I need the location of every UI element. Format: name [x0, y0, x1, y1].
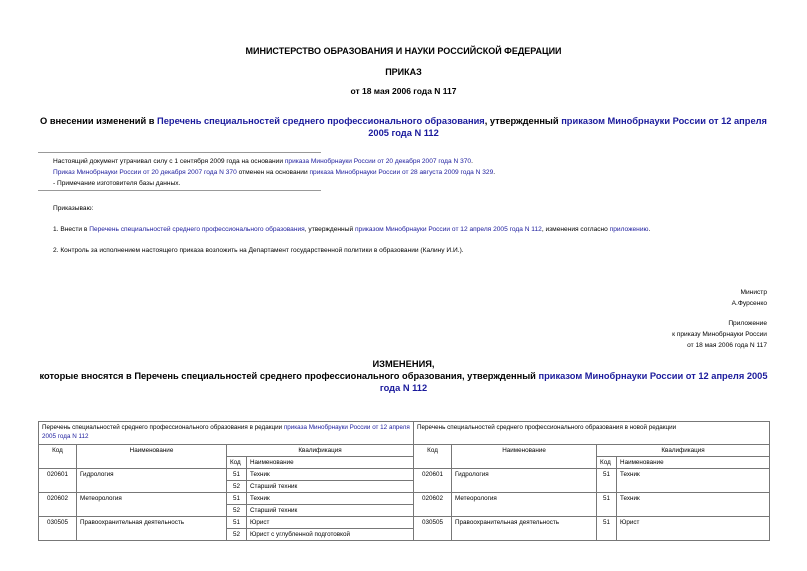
- new-qual-name: Юрист: [617, 517, 770, 541]
- page-title: [40, 115, 767, 139]
- paragraph-1: [53, 226, 763, 233]
- new-row-code: 020602: [414, 493, 452, 517]
- col-name-new: Наименование: [452, 445, 597, 469]
- new-row-name: Метеорология: [452, 493, 597, 517]
- row-name: Метеорология: [77, 493, 227, 517]
- new-qual-code: 51: [597, 517, 617, 541]
- changes-table: [38, 421, 770, 541]
- table-row: [39, 493, 770, 505]
- changes-link-order[interactable]: приказом Минобрнауки России от 12 апреля 2005 года N 112: [379, 371, 768, 393]
- qual-code: 51: [227, 493, 247, 505]
- sub-code-new: Код: [597, 457, 617, 469]
- qual-code: 52: [227, 481, 247, 493]
- qual-name: Старший техник: [247, 481, 414, 493]
- p1-text: 1. Внести в: [53, 226, 90, 233]
- row-name: Правоохранительная деятельность: [77, 517, 227, 541]
- changes-subheading: [30, 370, 777, 394]
- annex-line-1: Приложение: [728, 320, 767, 327]
- paragraph-2: 2. Контроль за исполнением настоящего приказа возложить на Департамент государственной политики в образовании (Калину И.И.).: [53, 247, 464, 254]
- note-text: Настоящий документ утрачивал силу с 1 сентября 2009 года на основании: [53, 158, 285, 165]
- qual-name: Техник: [247, 469, 414, 481]
- left-header-link[interactable]: приказа Минобрнауки России от 12 апреля 2005 года N 112: [42, 424, 410, 440]
- col-code-new: Код: [414, 445, 452, 469]
- p1-link-list[interactable]: Перечень специальностей среднего профессионального образования: [89, 226, 305, 233]
- left-header-text: Перечень специальностей среднего профессионального образования в редакции: [42, 424, 284, 431]
- qual-code: 52: [227, 529, 247, 541]
- qual-code: 51: [227, 517, 247, 529]
- note-line-3: - Примечание изготовителя базы данных.: [53, 180, 181, 187]
- title-pre: О внесении изменений в: [40, 116, 158, 126]
- left-header-cell: [39, 422, 414, 445]
- p1-link-order[interactable]: приказом Минобрнауки России от 12 апреля 2005 года N 112: [354, 226, 542, 233]
- new-qual-code: 51: [597, 493, 617, 517]
- changes-heading: ИЗМЕНЕНИЯ,: [372, 359, 435, 369]
- note-link-370[interactable]: приказа Минобрнауки России от 20 декабря 2007 года N 370: [284, 158, 472, 165]
- note-line-1: [53, 156, 753, 167]
- table-row: [39, 469, 770, 481]
- signature-position: Министр: [740, 289, 767, 296]
- sub-code: Код: [227, 457, 247, 469]
- p1-text: .: [648, 226, 651, 233]
- note-text: .: [471, 158, 473, 165]
- table-row: [39, 517, 770, 529]
- right-header-cell: Перечень специальностей среднего профессионального образования в новой редакции: [414, 422, 770, 445]
- new-row-name: Правоохранительная деятельность: [452, 517, 597, 541]
- qual-name: Юрист с углубленной подготовкой: [247, 529, 414, 541]
- title-link-order[interactable]: приказом Минобрнауки России от 12 апреля 2005 года N 112: [368, 116, 767, 138]
- order-word: Приказываю:: [53, 205, 94, 212]
- new-row-name: Гидрология: [452, 469, 597, 493]
- sub-name: Наименование: [247, 457, 414, 469]
- note-link-370b[interactable]: Приказ Минобрнауки России от 20 декабря 2007 года N 370: [53, 169, 237, 176]
- row-code: 020601: [39, 469, 77, 493]
- table-header-row: [39, 422, 770, 445]
- qual-code: 52: [227, 505, 247, 517]
- new-qual-name: Техник: [617, 493, 770, 517]
- changes-sub-text: которые вносятся в Перечень специальностей среднего профессионального образования, утвержденный: [39, 371, 539, 381]
- row-code: 020602: [39, 493, 77, 517]
- signature-name: А.Фурсенко: [731, 300, 767, 307]
- col-name: Наименование: [77, 445, 227, 469]
- signature-block: [732, 287, 767, 309]
- annex-line-3: от 18 мая 2006 года N 117: [687, 342, 767, 349]
- col-qual: Квалификация: [227, 445, 414, 457]
- annex-line-2: к приказу Минобрнауки России: [672, 331, 767, 338]
- qual-name: Старший техник: [247, 505, 414, 517]
- qual-code: 51: [227, 469, 247, 481]
- new-qual-name: Техник: [617, 469, 770, 493]
- p1-text: , утвержденный: [304, 226, 355, 233]
- qual-name: Юрист: [247, 517, 414, 529]
- note-text: .: [493, 169, 496, 176]
- row-code: 030505: [39, 517, 77, 541]
- note-line-2: [53, 167, 753, 178]
- new-qual-code: 51: [597, 469, 617, 493]
- title-link-list[interactable]: Перечень специальностей среднего профессионального образования: [157, 116, 485, 126]
- table-col-header-row: [39, 445, 770, 457]
- doc-date: от 18 мая 2006 года N 117: [350, 86, 457, 96]
- divider-top: [38, 152, 321, 153]
- note-text: отменен на основании: [236, 169, 310, 176]
- p1-text: , изменения согласно: [541, 226, 610, 233]
- new-row-code: 030505: [414, 517, 452, 541]
- col-qual-new: Квалификация: [597, 445, 770, 457]
- changes-title: [30, 358, 777, 394]
- editor-note: [53, 156, 753, 189]
- divider-bottom: [38, 190, 321, 191]
- doc-type-heading: ПРИКАЗ: [385, 67, 422, 77]
- annex-block: [672, 318, 767, 351]
- title-mid: , утвержденный: [484, 116, 562, 126]
- row-name: Гидрология: [77, 469, 227, 493]
- qual-name: Техник: [247, 493, 414, 505]
- p1-link-annex[interactable]: приложению: [609, 226, 649, 233]
- sub-name-new: Наименование: [617, 457, 770, 469]
- col-code: Код: [39, 445, 77, 469]
- new-row-code: 020601: [414, 469, 452, 493]
- ministry-heading: МИНИСТЕРСТВО ОБРАЗОВАНИЯ И НАУКИ РОССИЙСКОЙ ФЕДЕРАЦИИ: [245, 46, 562, 56]
- note-link-329[interactable]: приказа Минобрнауки России от 28 августа 2009 года N 329: [309, 169, 494, 176]
